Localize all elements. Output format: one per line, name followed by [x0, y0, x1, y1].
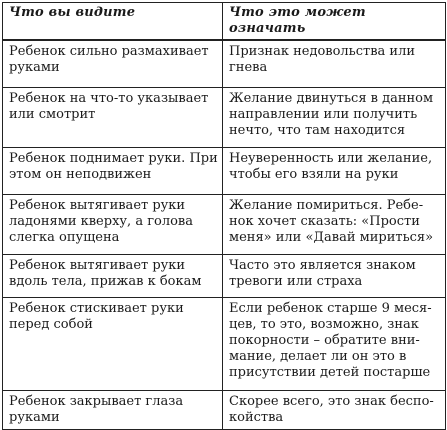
cell-line: цев, то это, возможно, знак	[229, 316, 419, 332]
cell-line: гнева	[229, 60, 268, 75]
observation-cell	[3, 147, 223, 194]
table-row	[3, 297, 446, 390]
meaning-cell	[223, 147, 446, 194]
cell-line: мание, делает ли он это в	[229, 348, 407, 364]
cell-line: этом он неподвижен	[9, 166, 152, 182]
observation-cell	[3, 194, 223, 254]
meaning-cell	[223, 254, 446, 297]
cell-line: Скорее всего, это знак беспо-	[229, 393, 434, 409]
cell-line: тревоги или страха	[229, 273, 363, 289]
table-row	[3, 40, 446, 87]
cell-line: вдоль тела, прижав к бокам	[9, 273, 202, 289]
table-header-row	[3, 3, 446, 41]
cell-line: руками	[9, 60, 60, 75]
cell-line: Ребенок вытягивает руки	[9, 257, 186, 273]
cell-line: Ребенок на что-то указывает	[9, 90, 209, 106]
meaning-cell	[223, 87, 446, 147]
cell-line: чтобы его взяли на руки	[229, 166, 399, 182]
header-what-it-means: Что это может означать	[223, 3, 446, 41]
cell-line: присутствии детей постарше	[229, 364, 431, 380]
observation-cell	[3, 254, 223, 297]
cell-line: Ребенок поднимает руки. При	[9, 150, 218, 166]
cell-line: руками	[9, 409, 60, 425]
observation-cell	[3, 87, 223, 147]
cell-line: или смотрит	[9, 106, 96, 122]
behavior-table	[2, 2, 446, 430]
table-row	[3, 390, 446, 429]
table-row	[3, 194, 446, 254]
cell-line: слегка опущена	[9, 229, 120, 245]
cell-line: Желание двинуться в данном	[229, 90, 434, 106]
cell-line: Желание помириться. Ребе-	[229, 197, 424, 213]
header-what-you-see: Что вы видите	[3, 3, 223, 41]
cell-line: Ребенок вытягивает руки	[9, 197, 186, 213]
cell-line: Ребенок стискивает руки	[9, 300, 184, 316]
table-row	[3, 147, 446, 194]
cell-line: Признак недовольства или	[229, 44, 416, 59]
cell-line: меня» или «Давай мириться»	[229, 229, 434, 245]
cell-line: направлении или получить	[229, 106, 418, 122]
cell-line: перед собой	[9, 316, 93, 332]
table-row	[3, 87, 446, 147]
table-row	[3, 254, 446, 297]
cell-line: нок хочет сказать: «Прости	[229, 213, 420, 229]
cell-line: нечто, что там находится	[229, 122, 406, 138]
meaning-cell	[223, 390, 446, 429]
cell-line: Если ребенок старше 9 меся-	[229, 300, 432, 316]
cell-line: Ребенок сильно размахивает	[9, 44, 209, 59]
cell-line: покорности – обратите вни-	[229, 332, 420, 348]
observation-cell	[3, 390, 223, 429]
cell-line: Ребенок закрывает глаза	[9, 393, 184, 409]
meaning-cell	[223, 194, 446, 254]
cell-line: койства	[229, 409, 284, 425]
observation-cell	[3, 297, 223, 390]
meaning-cell	[223, 40, 446, 87]
cell-line: Часто это является знаком	[229, 257, 416, 273]
meaning-cell	[223, 297, 446, 390]
cell-line: Неуверенность или желание,	[229, 150, 433, 166]
cell-line: ладонями кверху, а голова	[9, 213, 193, 229]
observation-cell	[3, 40, 223, 87]
